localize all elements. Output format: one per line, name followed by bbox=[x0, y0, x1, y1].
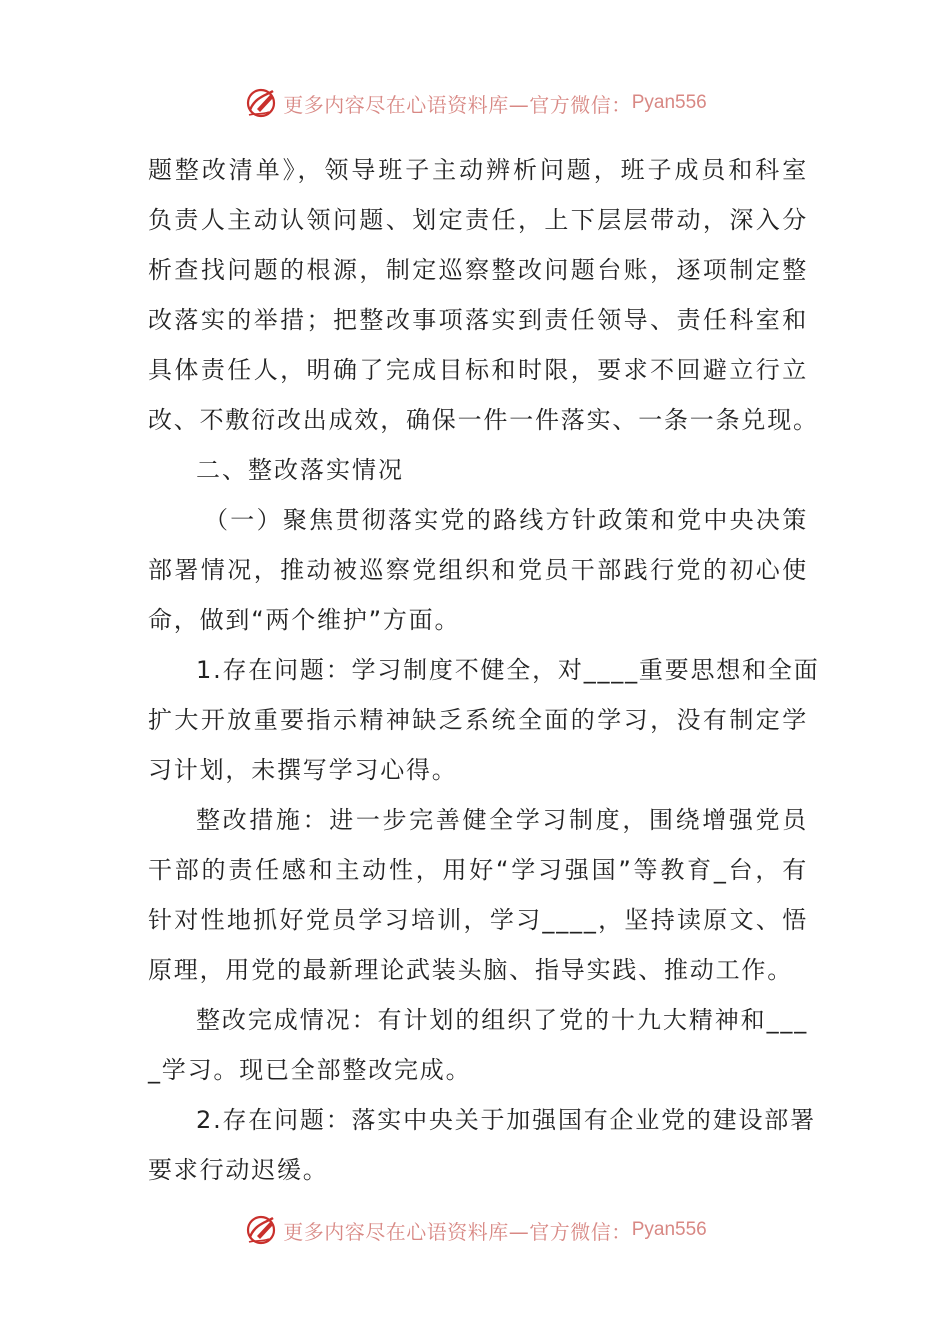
paragraph bbox=[148, 645, 820, 795]
paragraph bbox=[148, 795, 808, 995]
text-line: 整改措施：进一步完善健全学习制度，围绕增强党员 bbox=[196, 806, 808, 834]
text-line: 2.存在问题：落实中央关于加强国有企业党的建设部署 bbox=[196, 1106, 816, 1134]
paragraph bbox=[148, 145, 819, 445]
paragraph bbox=[148, 995, 808, 1095]
text-line: 针对性地抓好党员学习培训，学习____，坚持读原文、悟 bbox=[148, 906, 808, 934]
text-line: 干部的责任感和主动性，用好“学习强国”等教育_台，有 bbox=[148, 856, 808, 884]
pen-swirl-icon bbox=[243, 85, 279, 121]
text-line: 负责人主动认领问题、划定责任，上下层层带动，深入分 bbox=[148, 206, 808, 234]
watermark-label: 更多内容尽在心语资料库—官方微信： bbox=[283, 1219, 632, 1244]
text-line: 题整改清单》，领导班子主动辨析问题，班子成员和科室 bbox=[148, 156, 808, 184]
watermark-wechat-id: Pyan556 bbox=[631, 1219, 707, 1240]
text-line: 原理，用党的最新理论武装头脑、指导实践、推动工作。 bbox=[148, 956, 793, 984]
text-line: 扩大开放重要指示精神缺乏系统全面的学习，没有制定学 bbox=[148, 706, 808, 734]
document-body bbox=[148, 145, 820, 1195]
text-line: 部署情况，推动被巡察党组织和党员干部践行党的初心使 bbox=[148, 556, 808, 584]
footer-watermark bbox=[0, 1210, 950, 1250]
header-watermark bbox=[0, 83, 950, 123]
paragraph bbox=[148, 495, 808, 645]
text-line: 改落实的举措；把整改事项落实到责任领导、责任科室和 bbox=[148, 306, 808, 334]
text-line: 析查找问题的根源，制定巡察整改问题台账，逐项制定整 bbox=[148, 256, 808, 284]
text-line: 要求行动迟缓。 bbox=[148, 1156, 329, 1184]
pen-swirl-icon bbox=[243, 1212, 279, 1248]
text-line: 1.存在问题：学习制度不健全，对____重要思想和全面 bbox=[196, 656, 820, 684]
paragraph bbox=[148, 1095, 816, 1195]
section-heading: 二、整改落实情况 bbox=[196, 456, 404, 484]
text-line: _学习。现已全部整改完成。 bbox=[148, 1056, 472, 1084]
watermark-wechat-id: Pyan556 bbox=[631, 92, 707, 113]
text-line: （一）聚焦贯彻落实党的路线方针政策和党中央决策 bbox=[204, 506, 808, 534]
text-line: 改、不敷衍改出成效，确保一件一件落实、一条一条兑现。 bbox=[148, 406, 819, 434]
text-line: 整改完成情况：有计划的组织了党的十九大精神和___ bbox=[196, 1006, 808, 1034]
text-line: 习计划，未撰写学习心得。 bbox=[148, 756, 458, 784]
text-line: 命，做到“两个维护”方面。 bbox=[148, 606, 461, 634]
watermark-label: 更多内容尽在心语资料库—官方微信： bbox=[283, 92, 632, 117]
text-line: 具体责任人，明确了完成目标和时限，要求不回避立行立 bbox=[148, 356, 808, 384]
